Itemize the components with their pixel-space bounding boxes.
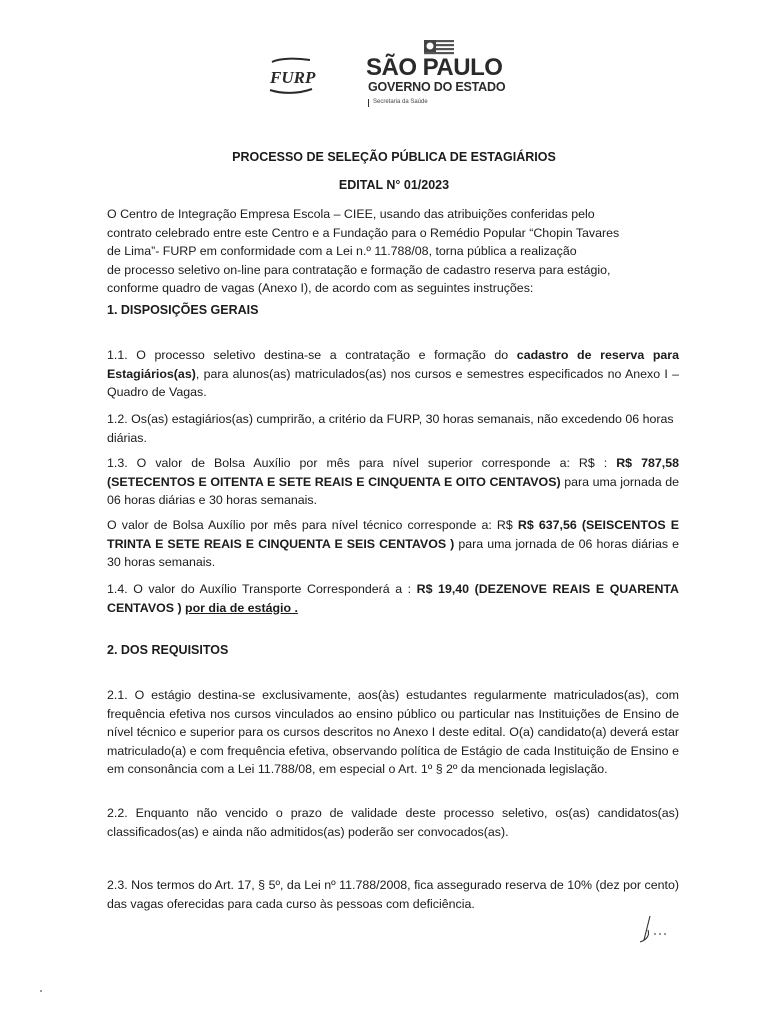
- scan-speck: [40, 990, 42, 992]
- p1-4-bold: R$ 19,40 (DEZENOVE REAIS E QUARENTA CENTAVOS ): [107, 582, 679, 615]
- sp-divider: [368, 99, 369, 107]
- p1-4-underlined: por dia de estágio .: [185, 600, 298, 615]
- section-1-heading: 1. DISPOSIÇÕES GERAIS: [107, 303, 259, 317]
- p1-3-text: 1.3. O valor de Bolsa Auxílio por mês para nível superior corresponde a: R$ :: [107, 456, 617, 470]
- paragraph-1-2: 1.2. Os(as) estagiários(as) cumprirão, a critério da FURP, 30 horas semanais, não excedendo 06 horas diárias.: [107, 412, 674, 445]
- sp-logo-subtitle: GOVERNO DO ESTADO: [368, 80, 506, 94]
- document-title: PROCESSO DE SELEÇÃO PÚBLICA DE ESTAGIÁRIOS: [232, 150, 556, 164]
- paragraph-1-1: [107, 346, 679, 402]
- paragraph-2-3: 2.3. Nos termos do Art. 17, § 5º, da Lei nº 11.788/2008, fica assegurado reserva de 10% (dez por cento) das vagas oferecidas para cada curso às pessoas com deficiência.: [107, 878, 679, 911]
- intro-paragraph: O Centro de Integração Empresa Escola – CIEE, usando das atribuições conferidas pelo contrato celebrado entre este Centro e a Fundação para o Remédio Popular “Chopin Tavares de Lima”- FURP em conformidade com a Lei n.º 11.788/08, torna pública a realização de processo seletivo on-line para contratação e formação de cadastro reserva para estágio, conforme quadro de vagas (Anexo I), de acordo com as seguintes instruções:: [107, 207, 620, 295]
- p1-1-text: 1.1. O processo seletivo destina-se a contratação e formação do: [107, 348, 517, 362]
- p1-3b-bold: R$ 637,56 (SEISCENTOS E TRINTA E SETE REAIS E CINQUENTA E SEIS CENTAVOS ): [107, 518, 679, 551]
- paragraph-1-3-technical: [107, 516, 679, 572]
- furp-logo-text: FURP: [270, 68, 316, 87]
- sp-logo-title: SÃO PAULO: [366, 54, 503, 81]
- p1-4-text: 1.4. O valor do Auxílio Transporte Corresponderá a :: [107, 582, 417, 596]
- paragraph-2-2: 2.2. Enquanto não vencido o prazo de validade deste processo seletivo, os(as) candidatos(as) classificados(as) e ainda não admitidos(as) poderão ser convocados(as).: [107, 806, 679, 839]
- p1-3-rest: para uma jornada de 06 horas diárias e 30 horas semanais.: [107, 474, 679, 507]
- p1-3b-text: O valor de Bolsa Auxílio por mês para nível técnico corresponde a: R$: [107, 518, 518, 532]
- section-2-heading: 2. DOS REQUISITOS: [107, 643, 229, 657]
- p1-3-bold: R$ 787,58 (SETECENTOS E OITENTA E SETE REAIS E CINQUENTA E OITO CENTAVOS): [107, 456, 679, 489]
- signature-initials: [636, 912, 676, 946]
- edital-number: EDITAL N° 01/2023: [338, 178, 450, 192]
- paragraph-2-1: 2.1. O estágio destina-se exclusivamente, aos(às) estudantes regularmente matriculados(as), com frequência efetiva nos cursos vinculados ao ensino público ou particular nas Instituições de Ensino de nível técnico e superior para os cursos descritos no Anexo I deste edital. O(a) candidato(a) deverá estar matriculado(a) e com frequência efetiva, observando política de Estágio de cada Instituição de Ensino e em consonância com a Lei 11.788/08, em especial o Art. 1º § 2º da mencionada legislação.: [107, 688, 679, 776]
- p1-3b-rest: para uma jornada de 06 horas diárias e 30 horas semanais.: [107, 536, 679, 569]
- paragraph-1-3: [107, 454, 679, 510]
- p1-1-rest: , para alunos(as) matriculados(as) nos cursos e semestres especificados no Anexo I – Quadro de Vagas.: [107, 366, 679, 399]
- paragraph-1-4: [107, 580, 679, 617]
- sp-department: Secretaria da Saúde: [373, 99, 428, 105]
- p1-1-bold: cadastro de reserva para Estagiários(as): [107, 348, 679, 381]
- furp-logo: [266, 56, 316, 96]
